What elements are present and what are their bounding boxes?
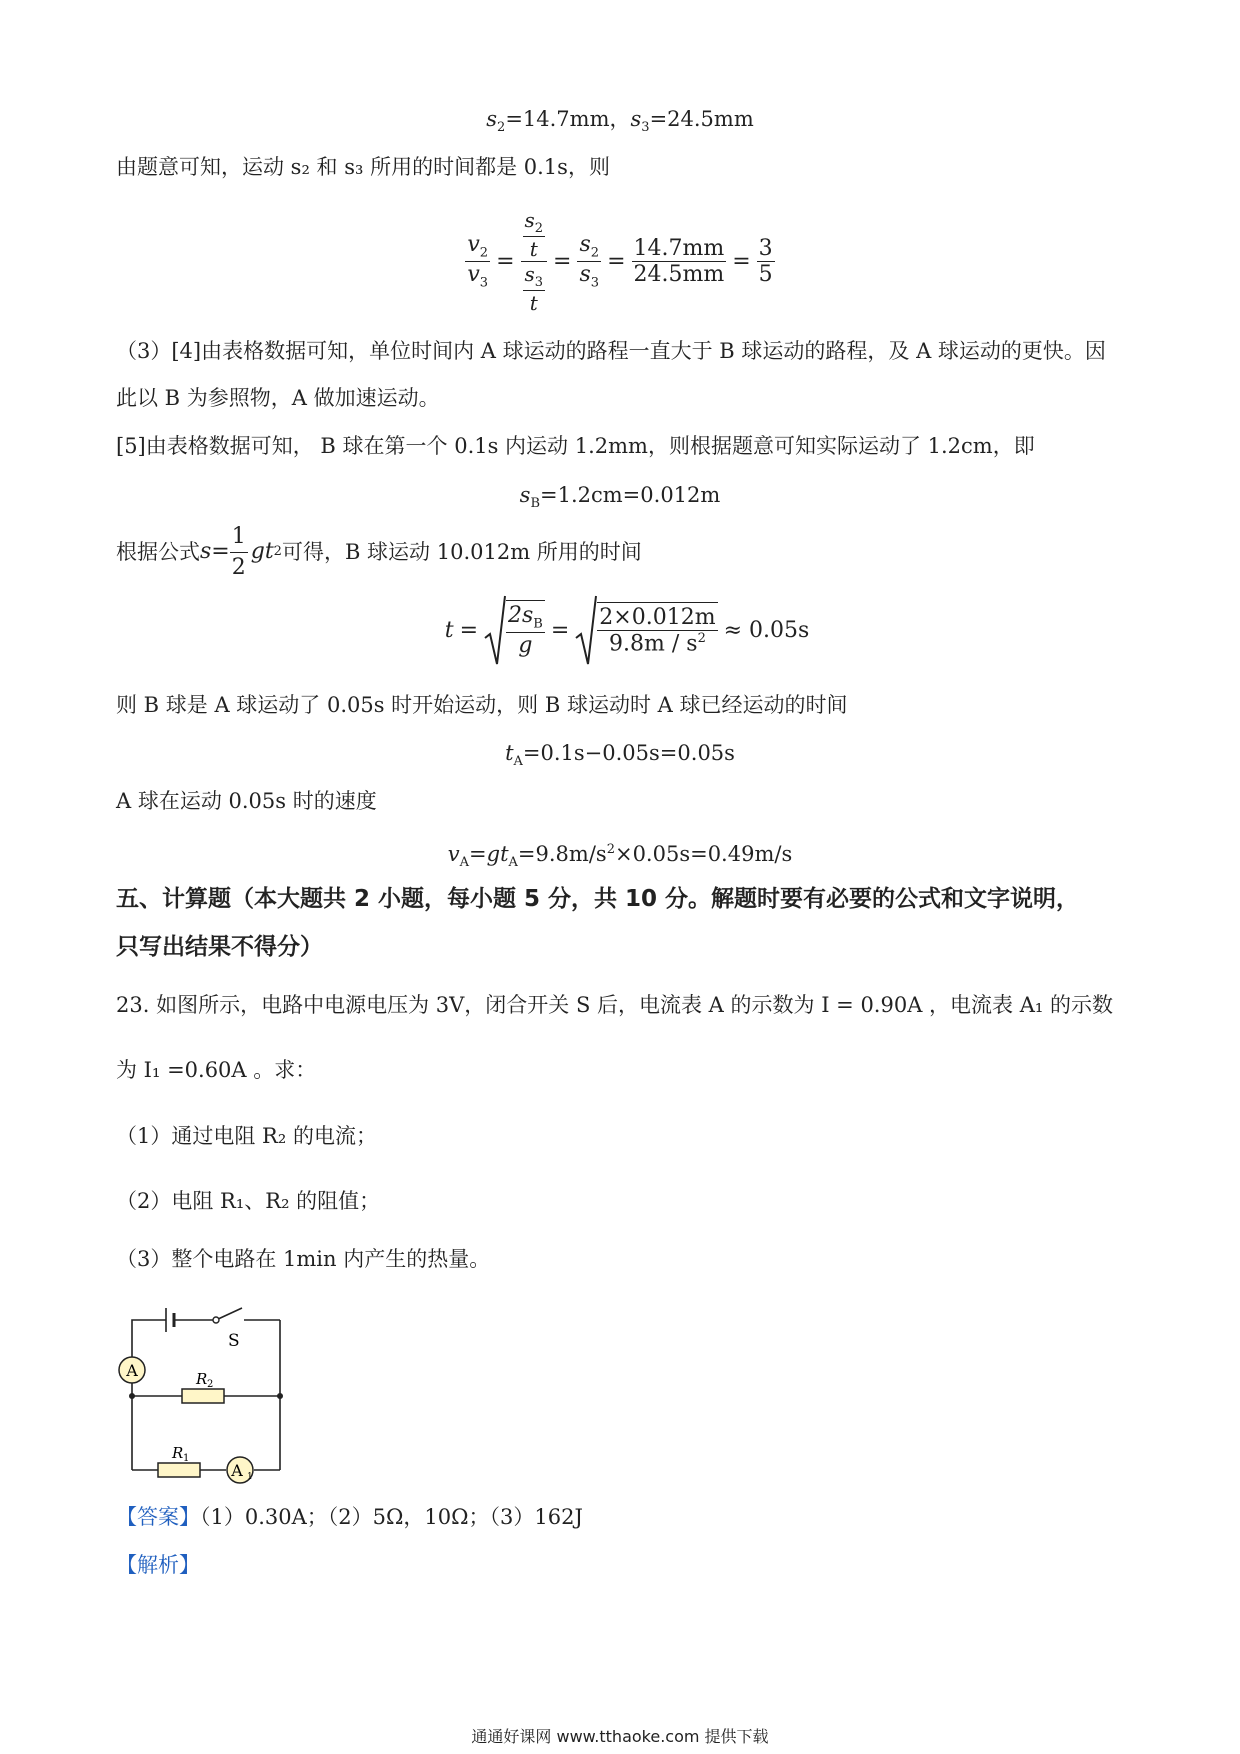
paragraph-a-speed: A 球在运动 0.05s 时的速度 [116,789,377,813]
svg-text:A: A [231,1461,243,1480]
one-half: $\frac{1}{2}$ [231,523,246,580]
sqrt-sign-2 [575,594,597,666]
tA-equation: $t_A=0.1s-0.05s=0.05s$ [505,741,735,770]
time-statement: 由题意可知，运动 s₂ 和 s₃ 所用的时间都是 0.1s，则 [116,155,610,179]
resistor-R1 [158,1463,200,1477]
resistor-R2 [182,1389,224,1403]
sub-question-3: （3）整个电路在 1min 内产生的热量。 [116,1247,491,1271]
time-sqrt-formula: t = $\frac{2s_B}{g}$ = $\frac{2\times 0.012m}{9.8m / s^2}$ ≈ 0.05s [440,594,820,666]
sub-question-2: （2）电阻 R₁、R₂ 的阻值； [116,1189,381,1213]
paragraph-3b: 此以 B 为参照物，A 做加速运动。 [116,386,440,410]
circuit-diagram [108,1298,308,1486]
answer-line [116,1502,583,1532]
question-23-line-1: 23. 如图所示，电路中电源电压为 3V，闭合开关 S 后，电流表 A 的示数为 I = 0.90A ，电流表 A₁ 的示数 [116,993,1113,1017]
svg-text:2: 2 [207,1379,214,1390]
three-fifths: $\frac{3}{5}$ [758,235,773,287]
sub-question-1: （1）通过电阻 R₂ 的电流； [116,1124,377,1148]
s2-over-s3: $\frac{s_2}{s_3}$ [579,232,600,290]
paragraph-b-start: 则 B 球是 A 球运动了 0.05s 时开始运动，则 B 球运动时 A 球已经运动的时间 [116,693,848,717]
svg-text:S: S [228,1331,240,1351]
analysis-tag: 【解析】 [116,1553,200,1577]
paragraph-5: [5]由表格数据可知， B 球在第一个 0.1s 内运动 1.2mm，则根据题意可知实际运动了 1.2cm，即 [116,434,1035,458]
answer-text: （1）0.30A；（2）5Ω，10Ω；（3）162J [200,1505,583,1529]
vA-equation: $v_A=gt_A=9.8m/s^2\times 0.05s=0.49m/s$ [447,842,793,871]
svg-text:1: 1 [247,1472,253,1482]
compound-fraction: $\frac{\frac{s_2}{t}}{\frac{s_3}{t}}$ [521,208,548,315]
svg-text:R: R [172,1444,184,1462]
mm-fraction: $\frac{14.7mm}{24.5mm}$ [633,235,725,287]
answer-tag: 【答案】 [116,1505,200,1529]
section-heading-line-1: 五、计算题（本大题共 2 小题，每小题 5 分，共 10 分。解题时要有必要的公式和文字说明， [116,886,1080,912]
section-heading-line-2: 只写出结果不得分） [116,934,323,960]
free-fall-formula-line: 根据公式 s = $\frac{1}{2}$ gt 2 可得，B 球运动 10.012m 所用的时间 [116,522,642,582]
v2-over-v3: $\frac{v_2}{v_3}$ [467,232,489,290]
footer-credit: 通通好课网 www.tthaoke.com 提供下载 [471,1727,769,1746]
switch-blade [216,1308,242,1320]
question-23-line-2: 为 I₁ =0.60A 。求： [116,1058,317,1082]
velocity-ratio-formula: $\frac{v_2}{v_3}$ = $\frac{\frac{s_2}{t}}{\frac{s_3}{t}}$ = $\frac{s_2}{s_3}$ = $\frac{14.7mm}{24.5mm}$ = $\frac{3}{5}$ [467,207,773,315]
svg-text:R: R [196,1370,208,1388]
s2-s3-values: $s_2=14.7mm$，$s_3=24.5mm$ [486,107,754,136]
svg-text:A: A [126,1361,138,1380]
sqrt-fraction-2: $\frac{2\times 0.012m}{9.8m / s^2}$ [597,602,717,656]
svg-text:1: 1 [183,1453,190,1464]
sqrt-sign-1 [484,594,506,666]
paragraph-3a: （3）[4]由表格数据可知，单位时间内 A 球运动的路程一直大于 B 球运动的路程，及 A 球运动的更快。因 [116,339,1106,363]
sqrt-fraction-1: $\frac{2s_B}{g}$ [506,600,545,657]
sB-equation: $s_B=1.2cm=0.012m$ [519,483,721,512]
